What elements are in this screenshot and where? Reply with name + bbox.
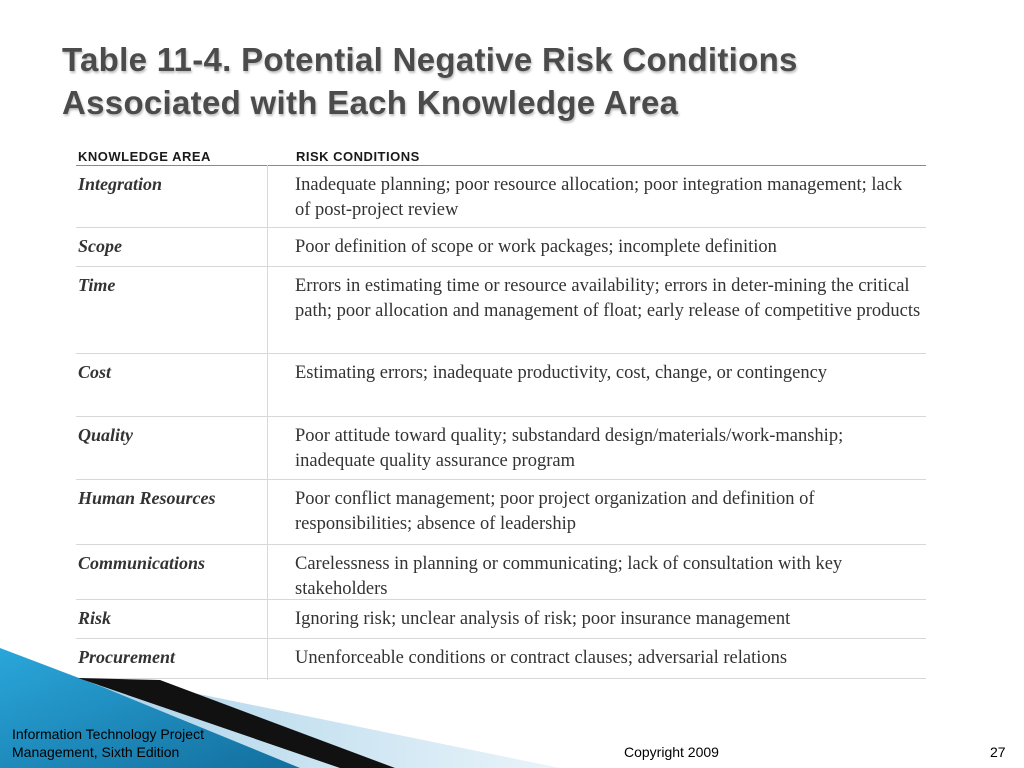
row-area: Time [78,275,116,295]
row-area: Communications [78,553,206,573]
slide-title-line-1: Table 11-4. Potential Negative Risk Conditions [62,41,798,78]
row-risk: Poor definition of scope or work packages; incomplete definition [295,237,777,257]
row-risk: Carelessness in planning or communicating; lack of consultation with key stakeholders [295,554,843,599]
slide-title [62,38,982,124]
table-row-scope [76,228,926,267]
row-risk: Poor conflict management; poor project organization and definition of responsibilities; absence of leadership [295,489,815,534]
slide-title-line-2: Associated with Each Knowledge Area [62,84,679,121]
column-header-risk-conditions: RISK CONDITIONS [296,149,420,164]
footer-book-line-1: Information Technology Project [12,726,204,742]
table-row-cost [76,354,926,417]
table-row-time [76,267,926,354]
row-risk: Errors in estimating time or resource availability; errors in deter-mining the critical path; poor allocation and management of float; early release of competitive products [295,276,921,321]
row-area: Quality [78,425,134,445]
row-risk: Inadequate planning; poor resource allocation; poor integration management; lack of post-project review [295,175,903,220]
table-row-human-resources [76,480,926,545]
row-risk: Unenforceable conditions or contract clauses; adversarial relations [295,648,788,668]
table-row-risk [76,600,926,639]
table-row-quality [76,417,926,480]
row-risk: Poor attitude toward quality; substandard design/materials/work-manship; inadequate quality assurance program [295,426,844,471]
row-area: Procurement [78,647,175,667]
row-risk: Estimating errors; inadequate productivity, cost, change, or contingency [295,363,828,383]
column-header-knowledge-area: KNOWLEDGE AREA [78,149,211,164]
footer-book-title [12,725,272,761]
row-area: Scope [78,236,122,256]
slide-number: 27 [990,744,1006,760]
row-area: Integration [78,174,163,194]
row-area: Human Resources [78,488,216,508]
row-area: Cost [78,362,112,382]
footer-book-line-2: Management, Sixth Edition [12,744,180,760]
table-row-integration [76,166,926,228]
risk-conditions-table [76,144,926,680]
row-area: Risk [78,608,112,628]
table-row-communications [76,545,926,600]
footer-copyright: Copyright 2009 [624,744,719,760]
row-risk: Ignoring risk; unclear analysis of risk; poor insurance management [295,609,791,629]
